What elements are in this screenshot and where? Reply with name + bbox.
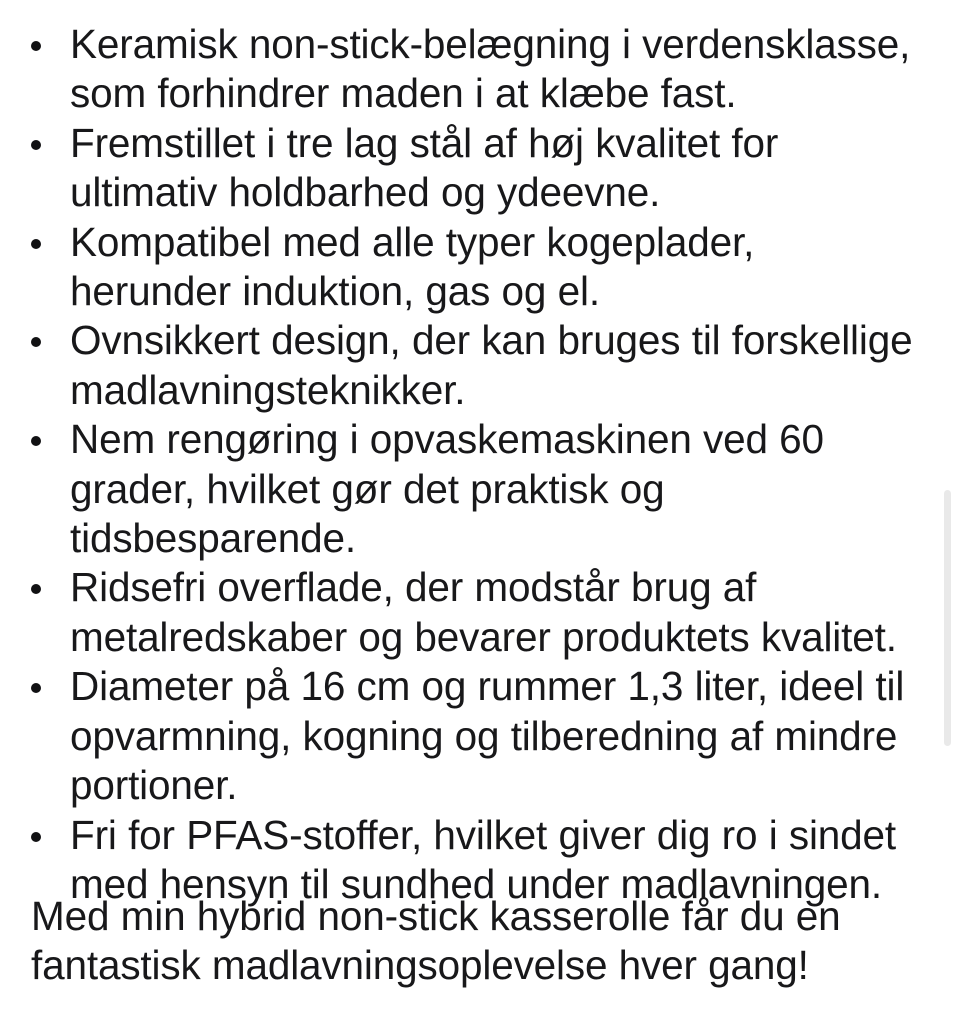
scrollbar-thumb[interactable] (944, 490, 951, 746)
list-item (0, 316, 935, 415)
list-item (0, 20, 935, 119)
bullet-icon (31, 337, 41, 347)
vertical-scrollbar[interactable] (940, 0, 956, 1026)
list-item-text: Ovnsikkert design, der kan bruges til forskellige madlavningsteknikker. (70, 317, 913, 413)
list-item (0, 662, 935, 810)
list-item-text: Nem rengøring i opvaskemaskinen ved 60 grader, hvilket gør det praktisk og tidsbesparende. (70, 416, 824, 562)
bullet-icon (31, 683, 41, 693)
list-item (0, 218, 935, 317)
bullet-icon (31, 239, 41, 249)
bullet-icon (31, 436, 41, 446)
list-item (0, 415, 935, 563)
list-item-text: Fri for PFAS-stoffer, hvilket giver dig ro i sindet med hensyn til sundhed under madlavningen. (70, 811, 897, 907)
list-item (0, 563, 935, 662)
list-item-text: Diameter på 16 cm og rummer 1,3 liter, ideel til opvarmning, kogning og tilberedning af mindre portioner. (70, 663, 905, 809)
bullet-icon (31, 140, 41, 150)
list-item-text: Ridsefri overflade, der modstår brug af metalredskaber og bevarer produktets kvalitet. (70, 564, 897, 660)
list-item (0, 119, 935, 218)
bullet-icon (31, 584, 41, 594)
bullet-icon (31, 41, 41, 51)
list-item-text: Kompatibel med alle typer kogeplader, herunder induktion, gas og el. (70, 218, 755, 315)
list-item-text: Fremstillet i tre lag stål af høj kvalitet for ultimativ holdbarhed og ydeevne. (70, 119, 779, 216)
closing-paragraph: Med min hybrid non-stick kasserolle får du en fantastisk madlavningsoplevelse hver gang! (31, 893, 841, 989)
product-feature-list (0, 20, 935, 909)
bullet-icon (31, 832, 41, 842)
list-item-text: Keramisk non-stick-belægning i verdensklasse, som forhindrer maden i at klæbe fast. (70, 21, 911, 117)
